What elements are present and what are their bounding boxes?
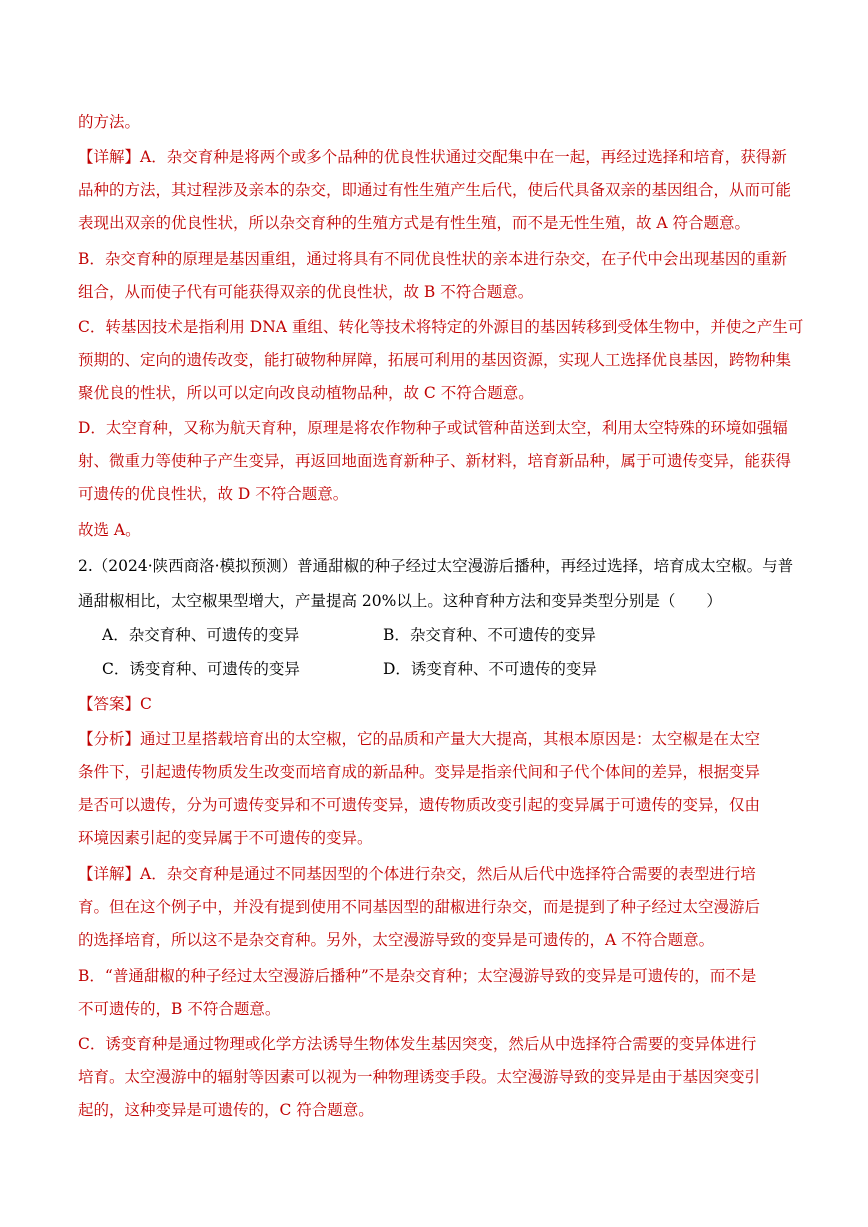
prev-detail-a-line3: 表现出双亲的优良性状，所以杂交育种的生殖方式是有性生殖，而不是无性生殖，故 A 符合题意。 [78, 214, 751, 232]
analysis-line4: 环境因素引起的变异属于不可遗传的变异。 [78, 829, 373, 847]
option-b: B．杂交育种、不可遗传的变异 [383, 626, 596, 644]
detail-a-line3: 的选择培育，所以这不是杂交育种。另外，太空漫游导致的变异是可遗传的，A 不符合题意。 [78, 931, 715, 949]
option-c: C．诱变育种、可遗传的变异 [102, 660, 300, 678]
prev-detail-b-line2: 组合，从而使子代有可能获得双亲的优良性状，故 B 不符合题意。 [78, 283, 534, 301]
prev-detail-a-text1: A．杂交育种是将两个或多个品种的优良性状通过交配集中在一起，再经过选择和培育，获得新 [140, 148, 787, 166]
detail-a-line1 [78, 862, 788, 886]
detail-a-line2: 育。但在这个例子中，并没有提到使用不同基因型的甜椒进行杂交，而是提到了种子经过太空漫游后 [78, 898, 761, 916]
prev-continuation: 的方法。 [78, 113, 141, 131]
question-stem-line2: 通甜椒相比，太空椒果型增大，产量提高 20%以上。这种育种方法和变异类型分别是（ ） [78, 592, 722, 610]
answer-value: C [140, 695, 152, 713]
detail-b-line1: B．“普通甜椒的种子经过太空漫游后播种”不是杂交育种；太空漫游导致的变异是可遗传的，而不是 [78, 967, 757, 985]
prev-detail-d-line1: D．太空育种，又称为航天育种，原理是将农作物种子或试管种苗送到太空，利用太空特殊的环境如强辐 [78, 419, 788, 437]
prev-detail-c-line2: 预期的、定向的遗传改变，能打破物种屏障，拓展可利用的基因资源，实现人工选择优良基因，跨物种集 [78, 351, 792, 369]
prev-detail-a-line2: 品种的方法，其过程涉及亲本的杂交，即通过有性生殖产生后代，使后代具备双亲的基因组合，从而可能 [78, 181, 792, 199]
detail-c-line1: C．诱变育种是通过物理或化学方法诱导生物体发生基因突变，然后从中选择符合需要的变异体进行 [78, 1035, 757, 1053]
analysis-tag: 【分析】 [78, 730, 141, 748]
option-d: D．诱变育种、不可遗传的变异 [383, 660, 597, 678]
question-stem-line1: 2.（2024·陕西商洛·模拟预测）普通甜椒的种子经过太空漫游后播种，再经过选择，培育成太空椒。与普 [78, 557, 794, 575]
option-a: A．杂交育种、可遗传的变异 [102, 626, 300, 644]
detail-c-line3: 起的，这种变异是可遗传的，C 符合题意。 [78, 1101, 374, 1119]
prev-detail-c-line1: C．转基因技术是指利用 DNA 重组、转化等技术将特定的外源目的基因转移到受体生物中，并使之产生可 [78, 318, 804, 336]
answer-tag: 【答案】 [78, 695, 141, 713]
prev-detail-d-line3: 可遗传的优良性状，故 D 不符合题意。 [78, 485, 349, 503]
detail-tag: 【详解】 [78, 865, 141, 883]
prev-detail-b-line1: B．杂交育种的原理是基因重组，通过将具有不同优良性状的亲本进行杂交，在子代中会出现基因的重新 [78, 250, 787, 268]
prev-detail-a-line1 [78, 145, 788, 169]
detail-b-line2: 不可遗传的，B 不符合题意。 [78, 1000, 281, 1018]
detail-c-line2: 培育。太空漫游中的辐射等因素可以视为一种物理诱变手段。太空漫游导致的变异是由于基因突变引 [78, 1068, 761, 1086]
prev-detail-d-line2: 射、微重力等使种子产生变异，再返回地面选育新种子、新材料，培育新品种，属于可遗传变异，能获得 [78, 452, 792, 470]
answer-line [78, 692, 788, 716]
analysis-text1: 通过卫星搭载培育出的太空椒，它的品质和产量大大提高，其根本原因是：太空椒是在太空 [140, 730, 761, 748]
prev-detail-tag: 【详解】 [78, 148, 141, 166]
prev-conclusion: 故选 A。 [78, 521, 141, 539]
prev-detail-c-line3: 聚优良的性状，所以可以定向改良动植物品种，故 C 不符合题意。 [78, 384, 534, 402]
analysis-line3: 是否可以遗传，分为可遗传变异和不可遗传变异，遗传物质改变引起的变异属于可遗传的变异，仅由 [78, 796, 761, 814]
detail-a-text1: A．杂交育种是通过不同基因型的个体进行杂交，然后从后代中选择符合需要的表型进行培 [140, 865, 756, 883]
analysis-line1 [78, 727, 788, 751]
analysis-line2: 条件下，引起遗传物质发生改变而培育成的新品种。变异是指亲代间和子代个体间的差异，根据变异 [78, 763, 761, 781]
